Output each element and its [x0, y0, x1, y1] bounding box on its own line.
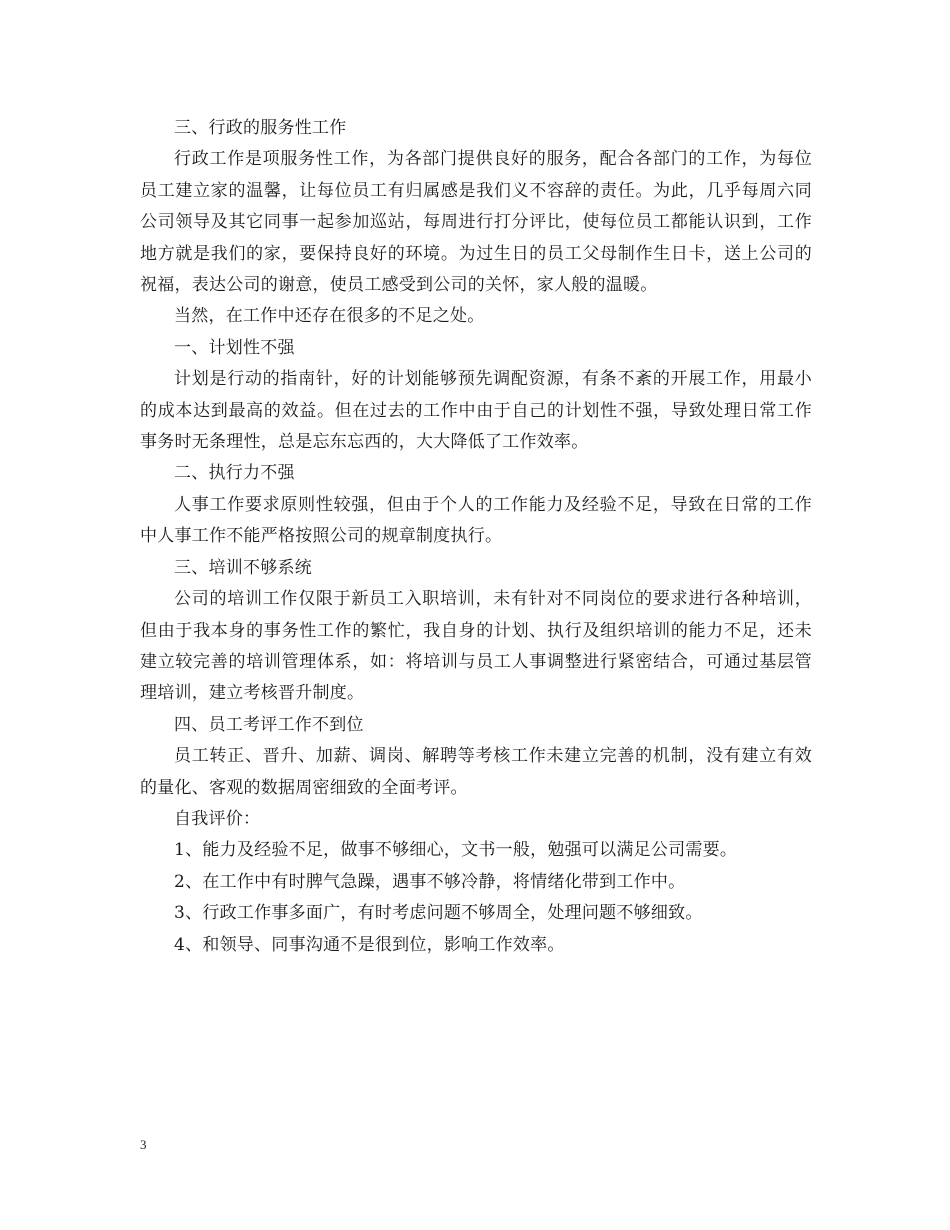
- paragraph-evaluation: 员工转正、晋升、加薪、调岗、解聘等考核工作未建立完善的机制，没有建立有效的量化、客观的数据周密细致的全面考评。: [140, 746, 812, 798]
- paragraph-planning: 计划是行动的指南针，好的计划能够预先调配资源，有条不紊的开展工作，用最小的成本达到最高的效益。但在过去的工作中由于自己的计划性不强，导致处理日常工作事务时无条理性，总是忘东忘西的，大大降低了工作效率。: [140, 369, 812, 453]
- page-number: 3: [140, 1137, 147, 1152]
- self-evaluation-heading: 自我评价：: [174, 808, 261, 829]
- paragraph-execution: 人事工作要求原则性较强，但由于个人的工作能力及经验不足，导致在日常的工作中人事工作不能严格按照公司的规章制度执行。: [140, 494, 812, 547]
- section-heading-execution: 二、执行力不强: [174, 463, 295, 484]
- document-body: [140, 113, 812, 961]
- paragraph-training: 公司的培训工作仅限于新员工入职培训，未有针对不同岗位的要求进行各种培训，但由于我本身的事务性工作的繁忙，我自身的计划、执行及组织培训的能力不足，还未建立较完善的培训管理体系，如：将培训与员工人事调整进行紧密结合，可通过基层管理培训，建立考核晋升制度。: [140, 589, 812, 704]
- self-evaluation-item: 3、行政工作事多面广，有时考虑问题不够周全，处理问题不够细致。: [174, 903, 703, 924]
- self-evaluation-item: 4、和领导、同事沟通不是很到位，影响工作效率。: [174, 934, 565, 955]
- self-evaluation-item: 2、在工作中有时脾气急躁，遇事不够冷静，将情绪化带到工作中。: [174, 871, 686, 892]
- self-evaluation-item: 1、能力及经验不足，做事不够细心，文书一般，勉强可以满足公司需要。: [174, 840, 738, 861]
- section-heading-training: 三、培训不够系统: [174, 557, 312, 578]
- paragraph-admin-service: 行政工作是项服务性工作，为各部门提供良好的服务，配合各部门的工作，为每位员工建立家的温馨，让每位员工有归属感是我们义不容辞的责任。为此，几乎每周六同公司领导及其它同事一起参加巡站，每周进行打分评比，使每位员工都能认识到，工作地方就是我们的家，要保持良好的环境。为过生日的员工父母制作生日卡，送上公司的祝福，表达公司的谢意，使员工感受到公司的关怀，家人般的温暖。: [140, 149, 812, 296]
- paragraph-shortcomings-intro: 当然，在工作中还存在很多的不足之处。: [174, 306, 485, 327]
- section-heading-evaluation: 四、员工考评工作不到位: [174, 714, 364, 735]
- section-heading-admin-service: 三、行政的服务性工作: [174, 118, 347, 138]
- section-heading-planning: 一、计划性不强: [174, 337, 295, 358]
